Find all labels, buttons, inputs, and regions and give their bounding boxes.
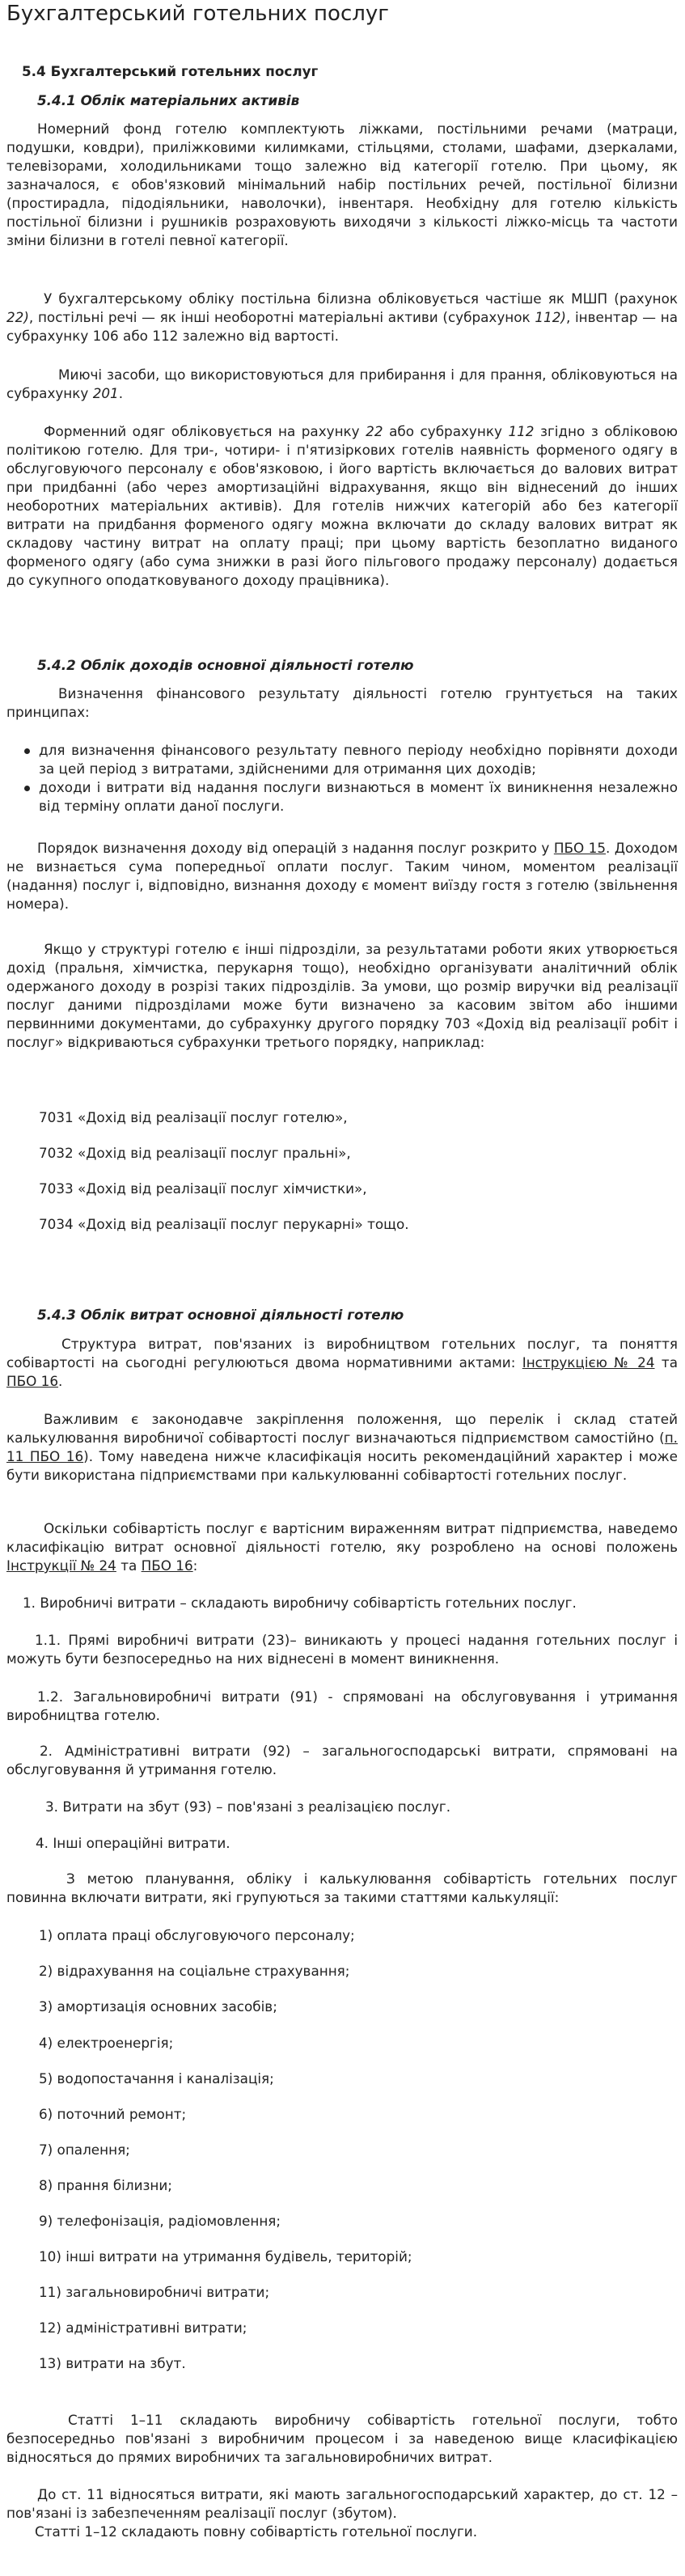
subaccount-7034: 7034 «Дохід від реалізації послуг перукарні» тощо. bbox=[39, 1216, 409, 1232]
paragraph-uniform: Форменний одяг обліковується на рахунку 22 або субрахунку 112 згідно з обліковою політикою готелю. Для три-, чотири- і п'ятизіркових готелів наявність форменого одягу в обслуговуючого персоналу є обов'язковою, і його вартість включається до валових витрат при придбанні (або через амортизаційні відрахування, якщо він віднесений до інших необоротних матеріальних активів). Для готелів нижчих категорій або без категорії витрати на придбання форменого одягу можна включати до складу валових витрат як складову частину витрат на оплату праці; при цьому вартість безоплатно виданого форменого одягу (або сума знижки в разі його пільгового продажу персоналу) додається до сукупного оподатковуваного доходу працівника). bbox=[6, 423, 678, 588]
paragraph-cost-items-intro: З метою планування, обліку і калькулювання собівартість готельних послуг повинна включати витрати, які групуються за такими статтями калькуляції: bbox=[6, 1871, 678, 1905]
cost-item-13: 13) витрати на збут. bbox=[39, 2355, 186, 2371]
cost-item-10: 10) інші витрати на утримання будівель, територій; bbox=[39, 2248, 412, 2265]
paragraph-financial-result: Визначення фінансового результату діяльності готелю грунтується на таких принципах: bbox=[6, 685, 678, 720]
paragraph-detergents: Миючі засоби, що використовуються для прибирання і для прання, обліковуються на субрахунку 201. bbox=[6, 366, 678, 401]
cost-item-8: 8) прання білизни; bbox=[39, 2177, 172, 2193]
paragraph-production-cost-items: Статті 1–11 складають виробничу собівартість готельної послуги, тобто безпосередньо пов'язані з виробничим процесом і за наведеною вище класифікацією відносяться до прямих виробничих та загальновиробничих витрат. bbox=[6, 2412, 678, 2465]
subsection-heading-5-4-3: 5.4.3 Облік витрат основної діяльності готелю bbox=[37, 1307, 404, 1323]
page-title: Бухгалтерський готельних послуг bbox=[6, 2, 389, 26]
instruction-24-link[interactable]: Інструкцією № 24 bbox=[522, 1354, 655, 1371]
pbo16-item11-link[interactable]: п. 11 ПБО 16 bbox=[6, 1430, 678, 1464]
subaccount-7031: 7031 «Дохід від реалізації послуг готелю», bbox=[39, 1109, 348, 1125]
cost-item-6: 6) поточний ремонт; bbox=[39, 2106, 187, 2122]
cost-item-4: 4) електроенергія; bbox=[39, 2035, 174, 2051]
cost-item-5: 5) водопостачання і каналізація; bbox=[39, 2070, 274, 2087]
pbo16-link-2[interactable]: ПБО 16 bbox=[141, 1557, 193, 1574]
instruction-24-link-2[interactable]: Інструкції № 24 bbox=[6, 1557, 116, 1574]
class-administrative-costs: 2. Адміністративні витрати (92) – загальногосподарські витрати, спрямовані на обслуговування й утримання готелю. bbox=[6, 1743, 678, 1777]
paragraph-revenue-recognition: Порядок визначення доходу від операцій з надання послуг розкрито у ПБО 15. Доходом не визнається сума попередньої оплати послуг. Таким чином, моментом реалізації (надання) послуг і, відповідно, визнання доходу є момент виїзду гостя з готелю (звільнення номера). bbox=[6, 840, 678, 912]
bullet-icon bbox=[24, 786, 30, 791]
paragraph-cost-classification: Оскільки собівартість послуг є вартісним вираженням витрат підприємства, наведемо класифікацію витрат основної діяльності готелю, яку розроблено на основі положень Інструкції № 24 та ПБО 16: bbox=[6, 1520, 678, 1574]
list-item: для визначення фінансового результату певного періоду необхідно порівняти доходи за цей період з витратами, здійсненими для отримання цих доходів; bbox=[6, 741, 678, 778]
pbo16-link[interactable]: ПБО 16 bbox=[6, 1373, 59, 1389]
subsection-heading-5-4-1: 5.4.1 Облік матеріальних активів bbox=[37, 92, 300, 108]
paragraph-general-items: До ст. 11 відносяться витрати, які мають загальногосподарський характер, до ст. 12 – пов'язані із забезпеченням реалізації послуг (збутом). bbox=[6, 2486, 678, 2521]
list-item: доходи і витрати від надання послуги визнаються в момент їх виникнення незалежно від терміну оплати даної послуги. bbox=[6, 778, 678, 816]
cost-item-12: 12) адміністративні витрати; bbox=[39, 2320, 247, 2336]
paragraph-material-assets: Номерний фонд готелю комплектують ліжками, постільними речами (матраци, подушки, ковдри), приліжковими килимками, стільцями, столами, шафами, дзеркалами, телевізорами, холодильниками тощо залежно від категорії готелю. При цьому, як зазначалося, є обов'язковий мінімальний набір постільних речей, постільної білизни (простирадла, підодіяльники, наволочки), інвентаря. Необхідну для готелю кількість постільної білизни і рушників розраховують виходячи з кількості ліжко-місць та частоти зміни білизни в готелі певної категорії. bbox=[6, 121, 678, 248]
class-direct-production-costs: 1.1. Прямі виробничі витрати (23)– виникають у процесі надання готельних послуг і можуть бути безпосередньо на них віднесені в момент виникнення. bbox=[6, 1632, 678, 1667]
cost-item-2: 2) відрахування на соціальне страхування; bbox=[39, 1963, 350, 1979]
paragraph-subdivisions: Якщо у структурі готелю є інші підрозділи, за результатами роботи яких утворюється дохід (пральня, хімчистка, перукарня тощо), необхідно організувати аналітичний облік одержаного доходу в розрізі таких підрозділів. За умови, що розмір виручки від реалізації послуг даними підрозділами може бути визначено за касовим звітом або іншими первинними документами, до субрахунку другого порядку 703 «Дохід від реалізації робіт і послуг» відкриваються субрахунки третього порядку, наприклад: bbox=[6, 941, 678, 1050]
subaccount-7033: 7033 «Дохід від реалізації послуг хімчистки», bbox=[39, 1180, 367, 1197]
cost-item-11: 11) загальновиробничі витрати; bbox=[39, 2284, 270, 2300]
class-overhead-costs: 1.2. Загальновиробничі витрати (91) - спрямовані на обслуговування і утримання виробництва готелю. bbox=[6, 1688, 678, 1723]
paragraph-full-cost: Статті 1–12 складають повну собівартість готельної послуги. bbox=[35, 2523, 478, 2540]
class-production-costs: 1. Виробничі витрати – складають виробничу собівартість готельних послуг. bbox=[23, 1595, 577, 1611]
class-sales-costs: 3. Витрати на збут (93) – пов'язані з реалізацією послуг. bbox=[45, 1799, 451, 1815]
cost-item-9: 9) телефонізація, радіомовлення; bbox=[39, 2213, 281, 2229]
cost-item-1: 1) оплата праці обслуговуючого персоналу; bbox=[39, 1927, 355, 1943]
bullet-icon bbox=[24, 748, 30, 754]
cost-item-7: 7) опалення; bbox=[39, 2142, 130, 2158]
pbo15-link[interactable]: ПБО 15 bbox=[553, 840, 607, 856]
section-heading-5-4: 5.4 Бухгалтерський готельних послуг bbox=[22, 63, 319, 79]
cost-item-3: 3) амортизація основних засобів; bbox=[39, 1998, 277, 2015]
paragraph-bed-linen-accounting: У бухгалтерському обліку постільна білизна обліковується частіше як МШП (рахунок 22), постільні речі — як інші необоротні матеріальні активи (субрахунок 112), інвентар — на субрахунку 106 або 112 залежно від вартості. bbox=[6, 290, 679, 344]
paragraph-legislative-consolidation: Важливим є законодавче закріплення положення, що перелік і склад статей калькулювання виробничої собівартості послуг визначаються підприємством самостійно (п. 11 ПБО 16). Тому наведена нижче класифікація носить рекомендаційний характер і може бути використана підприємствами при калькулюванні собівартості готельних послуг. bbox=[6, 1411, 678, 1483]
principles-list bbox=[6, 741, 678, 816]
subaccount-7032: 7032 «Дохід від реалізації послуг пральні», bbox=[39, 1145, 351, 1161]
subsection-heading-5-4-2: 5.4.2 Облік доходів основної діяльності готелю bbox=[37, 657, 414, 673]
class-other-costs: 4. Інші операційні витрати. bbox=[36, 1835, 230, 1851]
paragraph-cost-structure: Структура витрат, пов'язаних із виробництвом готельних послуг, та поняття собівартості на сьогодні регулюються двома нормативними актами: Інструкцією № 24 та ПБО 16. bbox=[6, 1336, 678, 1389]
